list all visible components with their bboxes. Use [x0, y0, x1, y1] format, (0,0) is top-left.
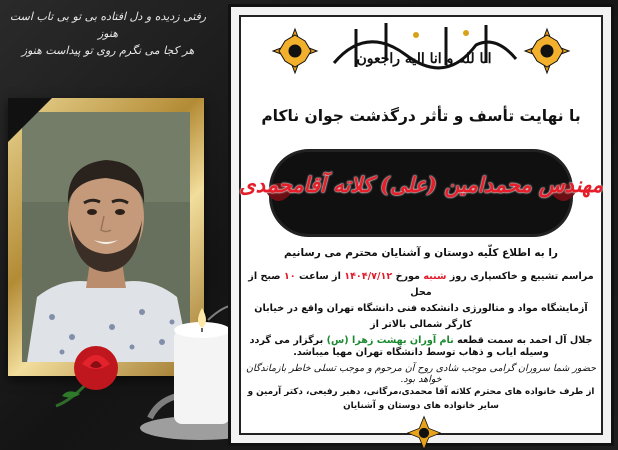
deceased-name: مهندس محمدامین (علی) کلاته آقامحمدی	[239, 172, 603, 197]
family-signature: از طرف خانواده های محترم کلاته آقا محمدی،مرگانی، دهبر رفیعی، دکتر آرمین و سایر خانواده های دوستان و آشنایان	[247, 387, 595, 411]
cemetery-plot: نام آوران بهشت زهرا (س)	[326, 335, 454, 346]
transport-note: وسیله ایاب و ذهاب توسط دانشگاه تهران مهیا میباشد.	[293, 347, 549, 358]
ceremony-line-2: آزمایشگاه مواد و متالورژی دانشکده فنی دانشگاه تهران واقع در خیابان کارگر شمالی بالاتر از	[254, 303, 588, 330]
ceremony-line-3: جلال آل احمد به سمت قطعه نام آوران بهشت زهرا (س) برگزار می گردد	[249, 335, 593, 346]
ceremony-day: شنبه	[423, 271, 447, 282]
calligraphy-flourish	[326, 15, 522, 77]
calligraphy-text: انا لله و انا الیه راجعون	[356, 51, 492, 67]
red-rose-icon	[52, 340, 132, 410]
calligraphy-block	[326, 15, 522, 77]
presence-note: حضور شما سروران گرامی موجب شادی روح آن مرحوم و موجب تسلی خاطر بازماندگان خواهد بود.	[246, 363, 596, 385]
mourning-ribbon	[8, 98, 52, 142]
ceremony-line-1: مراسم تشییع و خاکسپاری روز شنبه مورخ ۱۴۰۴/۷/۱۲ از ساعت ۱۰ صبح از محل	[248, 271, 594, 298]
ceremony-hour: ۱۰	[283, 271, 296, 282]
heading-text: با نهایت تأسف و تأثر درگذشت جوان ناکام	[261, 107, 581, 125]
ceremony-details	[245, 269, 597, 349]
announcement-card	[228, 4, 614, 446]
ceremony-date: ۱۴۰۴/۷/۱۲	[344, 271, 393, 282]
poem-line-2: هر کجا می نگرم روی تو پیداست هنوز	[21, 44, 195, 57]
bottom-star-ornament-icon	[401, 415, 447, 450]
star-ornament-icon	[271, 27, 319, 75]
intro-text: را به اطلاع کلّیه دوستان و آشنایان محترم می رسانیم	[284, 247, 558, 259]
poem-line-1: رفتی زدیده و دل افتاده بی تو بی تاب است هنوز	[9, 10, 207, 40]
poem-text	[8, 8, 208, 59]
star-ornament-icon	[523, 27, 571, 75]
